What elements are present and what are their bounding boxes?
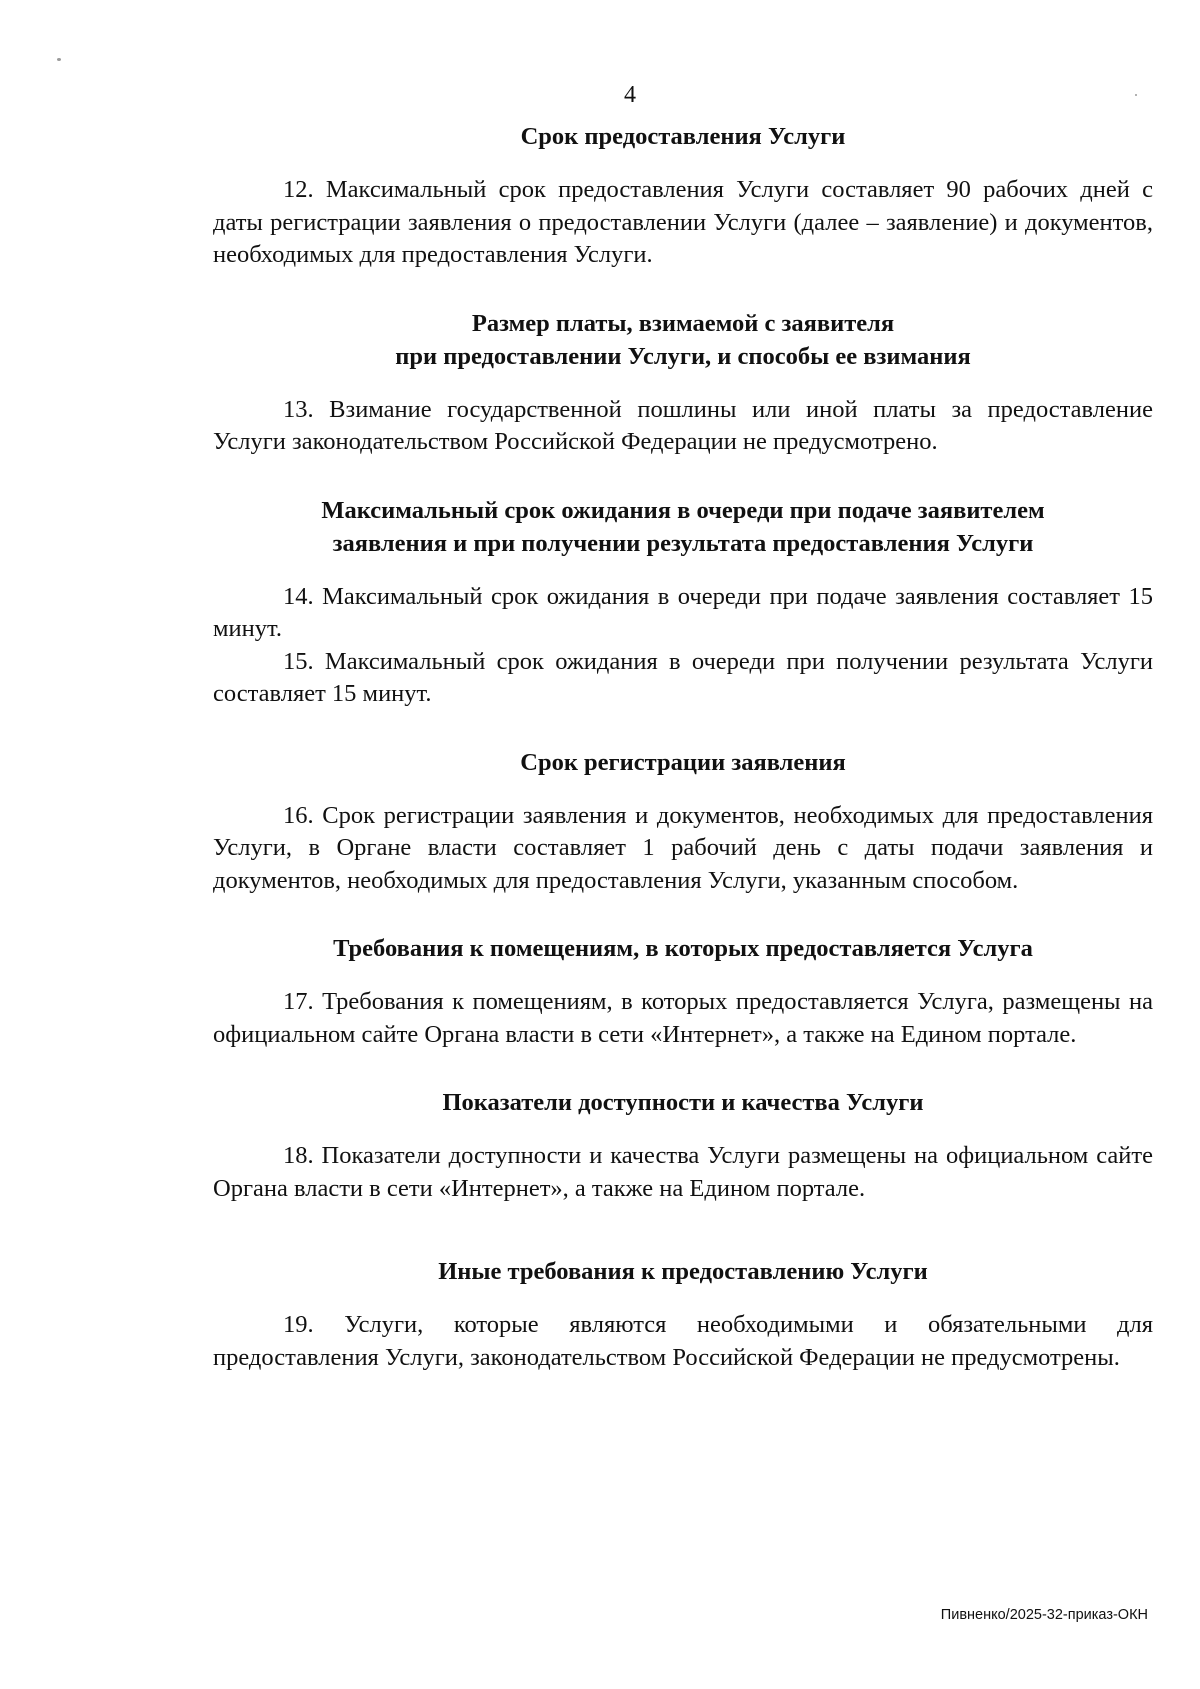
paragraph-12: 12. Максимальный срок предоставления Услуги составляет 90 рабочих дней с даты регистрации заявления о предоставлении Услуги (далее – заявление) и документов, необходимых для предоставления Услуги. (213, 176, 1153, 268)
section-premises-requirements (213, 932, 1153, 1051)
paragraph-14: 14. Максимальный срок ожидания в очереди при подаче заявления составляет 15 минут. (213, 582, 1153, 642)
document-body (213, 120, 1153, 1374)
section-heading: Показатели доступности и качества Услуги (442, 1089, 924, 1116)
section-heading (213, 494, 1153, 560)
paragraph-15: 15. Максимальный срок ожидания в очереди при получении результата Услуги составляет 15 минут. (213, 647, 1153, 707)
paragraph-13: 13. Взимание государственной пошлины или иной платы за предоставление Услуги законодательством Российской Федерации не предусмотрено. (213, 395, 1153, 455)
section-heading-line: при предоставлении Услуги, и способы ее взимания (395, 342, 971, 370)
paragraph-17: 17. Требования к помещениям, в которых предоставляется Услуга, размещены на официальном сайте Органа власти в сети «Интернет», а также на Едином портале. (213, 988, 1153, 1048)
section-heading: Срок регистрации заявления (520, 748, 846, 776)
section-other-requirements (213, 1255, 1153, 1374)
paragraph-18: 18. Показатели доступности и качества Услуги размещены на официальном сайте Органа власти в сети «Интернет», а также на Едином портале. (213, 1142, 1153, 1202)
page-number: 4 (624, 82, 636, 108)
section-service-term (213, 120, 1153, 272)
section-heading-line: заявления и при получении результата предоставления Услуги (332, 529, 1034, 557)
section-heading-line: Максимальный срок ожидания в очереди при подаче заявителем (321, 496, 1045, 524)
section-accessibility-quality (213, 1086, 1153, 1205)
paragraph-19: 19. Услуги, которые являются необходимыми и обязательными для предоставления Услуги, законодательством Российской Федерации не предусмотрены. (213, 1311, 1153, 1371)
section-heading: Срок предоставления Услуги (520, 123, 846, 150)
section-heading: Иные требования к предоставлению Услуги (438, 1258, 928, 1285)
section-heading (213, 307, 1153, 373)
section-heading-line: Размер платы, взимаемой с заявителя (471, 309, 895, 337)
section-heading: Требования к помещениям, в которых предоставляется Услуга (333, 935, 1033, 962)
section-fee (213, 307, 1153, 459)
section-registration-term (213, 746, 1153, 898)
scan-speck (57, 58, 61, 61)
paragraph-16: 16. Срок регистрации заявления и документов, необходимых для предоставления Услуги, в Органе власти составляет 1 рабочий день с даты подачи заявления и документов, необходимых для предоставления Услуги, указанным способом. (213, 801, 1153, 894)
section-queue-wait (213, 494, 1153, 711)
document-footer-code: Пивненко/2025-32-приказ-ОКН (940, 1607, 1148, 1623)
